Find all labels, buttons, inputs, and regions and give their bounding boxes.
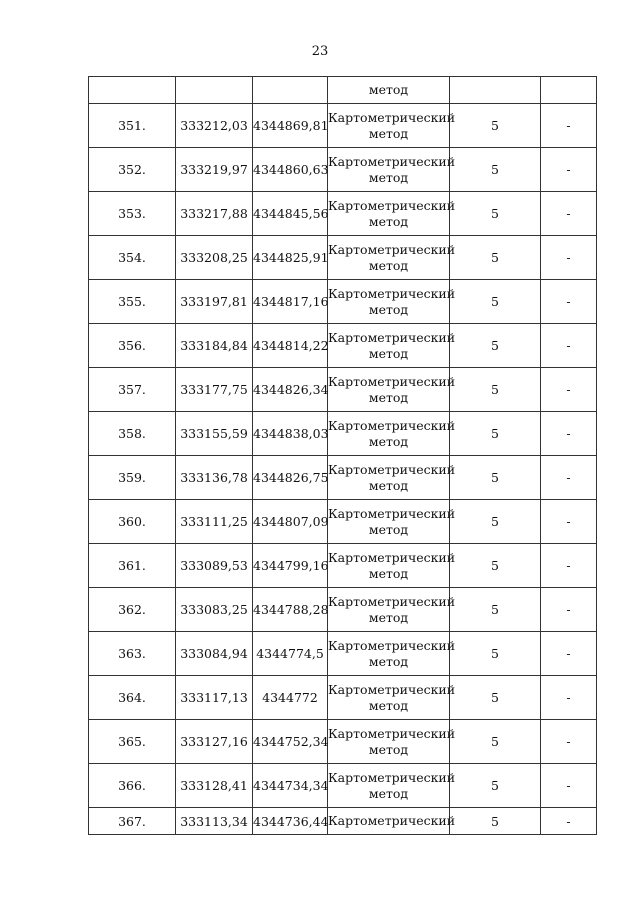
cell-method — [328, 500, 456, 544]
cell-accuracy: 5 — [450, 588, 541, 632]
table-row — [89, 280, 597, 324]
cell-note: - — [541, 324, 597, 368]
cell-num: 362. — [89, 588, 176, 632]
cell-num: 357. — [89, 368, 176, 412]
cell-y: 4344807,09 — [253, 500, 328, 544]
table-row — [89, 456, 597, 500]
cell-x: 333208,25 — [176, 236, 253, 280]
cell-note: - — [541, 148, 597, 192]
cell-y: 4344860,63 — [253, 148, 328, 192]
cell-num: 359. — [89, 456, 176, 500]
table-row-continuation — [89, 77, 597, 104]
cell-note: - — [541, 236, 597, 280]
cell-method: метод — [328, 77, 450, 104]
cell-method — [328, 544, 456, 588]
table-row — [89, 764, 597, 808]
cell-x: 333177,75 — [176, 368, 253, 412]
cell-accuracy: 5 — [450, 456, 541, 500]
cell-x: 333089,53 — [176, 544, 253, 588]
table-row — [89, 676, 597, 720]
table-row — [89, 500, 597, 544]
cell-accuracy: 5 — [450, 192, 541, 236]
cell-x: 333136,78 — [176, 456, 253, 500]
table-row — [89, 544, 597, 588]
table-row — [89, 632, 597, 676]
method-line-1: Картометрический — [328, 109, 456, 125]
table-row — [89, 148, 597, 192]
method-line-1: Картометрический — [328, 329, 456, 345]
method-line-1: Картометрический — [328, 505, 456, 521]
method-line-2: метод — [368, 785, 409, 801]
cell-accuracy: 5 — [450, 676, 541, 720]
method-line-2: метод — [368, 125, 409, 141]
cell-y: 4344734,34 — [253, 764, 328, 808]
method-line-2: метод — [368, 345, 409, 361]
method-line-2: метод — [368, 257, 409, 273]
cell-num: 351. — [89, 104, 176, 148]
method-line-1: Картометрический — [328, 461, 456, 477]
method-line-2: метод — [368, 565, 409, 581]
cell-accuracy: 5 — [450, 720, 541, 764]
cell-y: 4344772 — [253, 676, 328, 720]
cell-note: - — [541, 764, 597, 808]
cell-note: - — [541, 368, 597, 412]
cell-x — [176, 77, 253, 104]
cell-y: 4344826,34 — [253, 368, 328, 412]
cell-accuracy: 5 — [450, 764, 541, 808]
cell-method — [328, 104, 456, 148]
cell-method — [328, 412, 456, 456]
cell-method — [328, 148, 456, 192]
cell-num: 364. — [89, 676, 176, 720]
cell-accuracy: 5 — [450, 808, 541, 835]
method-line-2: метод — [368, 213, 409, 229]
cell-note: - — [541, 104, 597, 148]
method-line-1: Картометрический — [328, 549, 456, 565]
method-line-1: Картометрический — [328, 593, 456, 609]
cell-num: 355. — [89, 280, 176, 324]
method-line-2: метод — [368, 609, 409, 625]
table-row — [89, 412, 597, 456]
method-line-2: метод — [368, 521, 409, 537]
cell-num: 358. — [89, 412, 176, 456]
cell-x: 333127,16 — [176, 720, 253, 764]
cell-note: - — [541, 192, 597, 236]
cell-y: 4344774,5 — [253, 632, 328, 676]
cell-method — [328, 236, 456, 280]
cell-num: 353. — [89, 192, 176, 236]
method-line-2: метод — [368, 741, 409, 757]
cell-y — [253, 77, 328, 104]
page-number: 23 — [311, 44, 329, 59]
cell-y: 4344799,16 — [253, 544, 328, 588]
method-line-1: Картометрический — [328, 285, 456, 301]
cell-num — [89, 77, 176, 104]
method-line-1: Картометрический — [328, 725, 456, 741]
cell-x: 333111,25 — [176, 500, 253, 544]
cell-note: - — [541, 720, 597, 764]
cell-num: 366. — [89, 764, 176, 808]
cell-accuracy: 5 — [450, 500, 541, 544]
cell-accuracy: 5 — [450, 632, 541, 676]
cell-note — [541, 77, 597, 104]
cell-method — [328, 456, 456, 500]
cell-accuracy: 5 — [450, 412, 541, 456]
cell-method — [328, 368, 456, 412]
cell-num: 360. — [89, 500, 176, 544]
cell-y: 4344826,75 — [253, 456, 328, 500]
cell-accuracy: 5 — [450, 104, 541, 148]
cell-note: - — [541, 544, 597, 588]
cell-x: 333217,88 — [176, 192, 253, 236]
cell-accuracy — [450, 77, 541, 104]
table-row — [89, 720, 597, 764]
cell-accuracy: 5 — [450, 544, 541, 588]
cell-note: - — [541, 808, 597, 835]
cell-method — [328, 324, 456, 368]
table-row — [89, 192, 597, 236]
cell-note: - — [541, 632, 597, 676]
cell-num: 361. — [89, 544, 176, 588]
method-line-2: метод — [368, 477, 409, 493]
cell-note: - — [541, 280, 597, 324]
table-row — [89, 104, 597, 148]
table-row — [89, 236, 597, 280]
cell-x: 333084,94 — [176, 632, 253, 676]
cell-method — [328, 280, 456, 324]
cell-num: 356. — [89, 324, 176, 368]
method-line-1: Картометрический — [328, 769, 456, 785]
cell-y: 4344752,34 — [253, 720, 328, 764]
cell-note: - — [541, 588, 597, 632]
method-line-1: Картометрический — [328, 153, 456, 169]
cell-y: 4344869,81 — [253, 104, 328, 148]
cell-num: 367. — [89, 808, 176, 835]
cell-method: Картометрический — [328, 808, 450, 835]
method-line-2: метод — [368, 389, 409, 405]
cell-method — [328, 588, 456, 632]
cell-num: 363. — [89, 632, 176, 676]
method-line-2: метод — [368, 697, 409, 713]
cell-accuracy: 5 — [450, 280, 541, 324]
table-row — [89, 368, 597, 412]
cell-accuracy: 5 — [450, 368, 541, 412]
cell-x: 333212,03 — [176, 104, 253, 148]
cell-num: 352. — [89, 148, 176, 192]
cell-method — [328, 632, 456, 676]
cell-method — [328, 720, 456, 764]
cell-y: 4344817,16 — [253, 280, 328, 324]
method-line-1: Картометрический — [328, 637, 456, 653]
table-row — [89, 588, 597, 632]
cell-method — [328, 192, 456, 236]
cell-x: 333219,97 — [176, 148, 253, 192]
cell-method — [328, 676, 456, 720]
cell-note: - — [541, 500, 597, 544]
cell-note: - — [541, 412, 597, 456]
coordinates-table — [88, 76, 597, 835]
cell-x: 333128,41 — [176, 764, 253, 808]
method-line-1: Картометрический — [328, 241, 456, 257]
table-row-last — [89, 808, 597, 835]
method-line-2: метод — [368, 169, 409, 185]
method-line-1: Картометрический — [328, 373, 456, 389]
method-line-1: Картометрический — [328, 681, 456, 697]
cell-accuracy: 5 — [450, 148, 541, 192]
cell-method — [328, 764, 456, 808]
method-line-2: метод — [368, 301, 409, 317]
cell-num: 365. — [89, 720, 176, 764]
cell-x: 333155,59 — [176, 412, 253, 456]
cell-y: 4344814,22 — [253, 324, 328, 368]
cell-y: 4344845,56 — [253, 192, 328, 236]
cell-accuracy: 5 — [450, 324, 541, 368]
cell-num: 354. — [89, 236, 176, 280]
method-line-1: Картометрический — [328, 197, 456, 213]
cell-y: 4344838,03 — [253, 412, 328, 456]
table-row — [89, 324, 597, 368]
cell-note: - — [541, 456, 597, 500]
cell-x: 333117,13 — [176, 676, 253, 720]
cell-y: 4344736,44 — [253, 808, 328, 835]
cell-x: 333083,25 — [176, 588, 253, 632]
cell-y: 4344825,91 — [253, 236, 328, 280]
cell-x: 333184,84 — [176, 324, 253, 368]
method-line-2: метод — [368, 653, 409, 669]
method-line-1: Картометрический — [328, 417, 456, 433]
cell-x: 333197,81 — [176, 280, 253, 324]
cell-note: - — [541, 676, 597, 720]
cell-x: 333113,34 — [176, 808, 253, 835]
method-line-2: метод — [368, 433, 409, 449]
cell-y: 4344788,28 — [253, 588, 328, 632]
cell-accuracy: 5 — [450, 236, 541, 280]
